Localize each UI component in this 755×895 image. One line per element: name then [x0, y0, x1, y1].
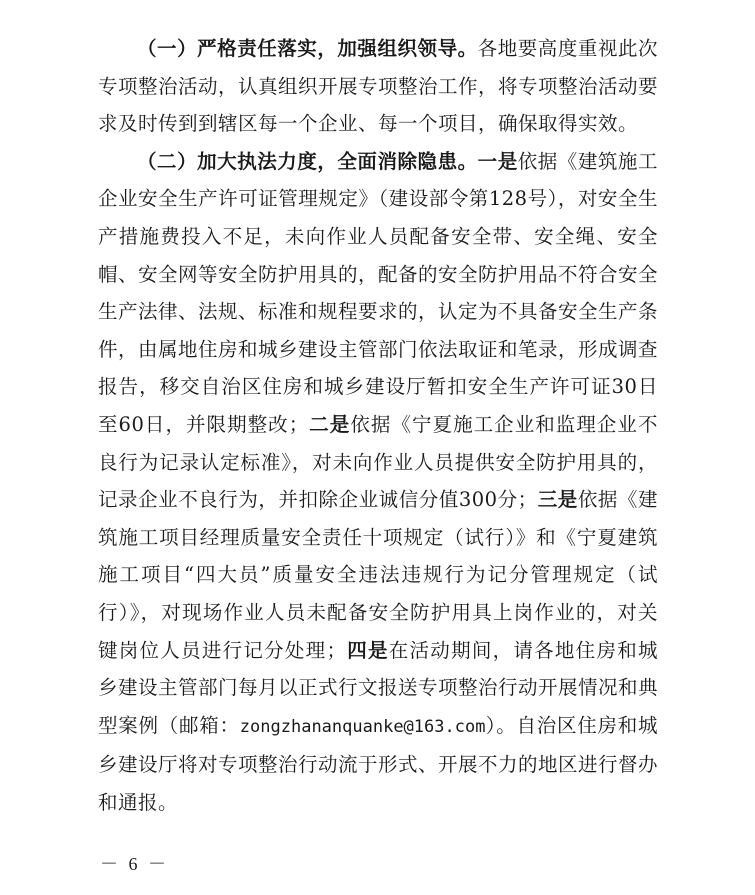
page-number: － 6 － — [100, 854, 169, 874]
item-lead-first: 一是 — [477, 149, 518, 173]
document-body — [98, 30, 658, 821]
item-lead-third: 三是 — [537, 488, 578, 512]
paragraph-text: 各地要高度重视此次专项整治活动，认真组织开展专项整治工作，将专项整治活动要求及时传到到辖区每一个企业、每一个项目，确保取得实效。 — [98, 37, 659, 136]
email-address: zongzhananquanke@163.com — [239, 716, 486, 737]
item-lead-fourth: 四是 — [346, 638, 389, 662]
paragraph-organization-leadership — [98, 30, 658, 143]
item-lead-second: 二是 — [308, 412, 351, 436]
paragraph-law-enforcement — [98, 143, 658, 822]
paragraph-heading: （二）加大执法力度，全面消除隐患。 — [137, 149, 478, 173]
item-text-fourth: 在活动期间，请各地住房和城乡建设主管部门每月以正式行文报送专项整治行动开展情况和典型案例（邮箱： — [98, 638, 659, 737]
item-text-fourth-end: ）。自治区住房和城乡建设厅将对专项整治行动流于形式、开展不力的地区进行督办和通报。 — [98, 713, 659, 814]
item-text-third: 依据《建筑施工项目经理质量安全责任十项规定（试行）》和《宁夏建筑施工项目“四大员”质量安全违法违规行为记分管理规定（试行）》，对现场作业人员未配备安全防护用具上岗作业的，对关键岗位人员进行记分处理； — [98, 488, 658, 662]
item-text-second: 依据《宁夏施工企业和监理企业不良行为记录认定标准》，对未向作业人员提供安全防护用具的，记录企业不良行为，并扣除企业诚信分值300分； — [98, 412, 658, 512]
item-text-first: 依据《建筑施工企业安全生产许可证管理规定》（建设部令第128号），对安全生产措施费投入不足，未向作业人员配备安全带、安全绳、安全帽、安全网等安全防护用具的，配备的安全防护用品不符合安全生产法律、法规、标准和规程要求的，认定为不具备安全生产条件，由属地住房和城乡建设主管部门依法取证和笔录，形成调查报告，移交自治区住房和城乡建设厅暂扣安全生产许可证30日至60日，并限期整改； — [98, 149, 659, 436]
paragraph-heading: （一）严格责任落实，加强组织领导。 — [137, 37, 478, 60]
